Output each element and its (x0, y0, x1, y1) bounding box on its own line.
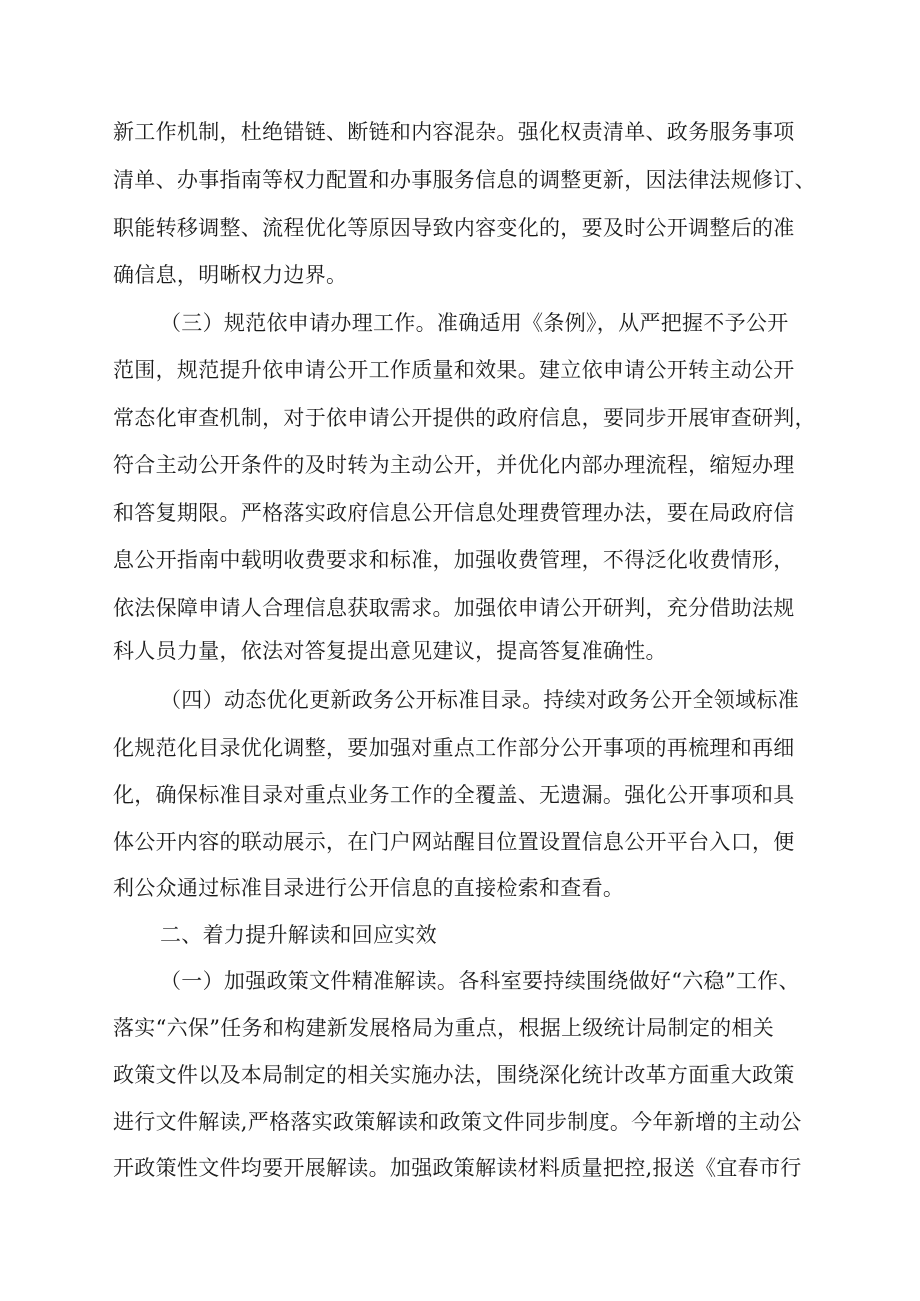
text-line: 范围，规范提升依申请公开工作质量和效果。建立依申请公开转主动公开 (113, 358, 795, 382)
text-line: 化，确保标准目录对重点业务工作的全覆盖、无遗漏。强化公开事项和具 (113, 783, 795, 807)
text-line: （三）规范依申请办理工作。准确适用《条例》，从严把握不予公开 (160, 311, 789, 335)
text-line: 清单、办事指南等权力配置和办事服务信息的调整更新，因法律法规修订、 (113, 168, 816, 192)
text-line: 依法保障申请人合理信息获取需求。加强依申请公开研判，充分借助法规 (113, 596, 795, 620)
text-line: 政策文件以及本局制定的相关实施办法，围绕深化统计改革方面重大政策 (113, 1063, 795, 1087)
text-line: 落实“六保”任务和构建新发展格局为重点，根据上级统计局制定的相关 (113, 1016, 775, 1040)
section-heading: 二、着力提升解读和回应实效 (160, 923, 437, 947)
text-line: 符合主动公开条件的及时转为主动公开，并优化内部办理流程，缩短办理 (113, 453, 795, 477)
text-line: 体公开内容的联动展示，在门户网站醒目位置设置信息公开平台入口，便 (113, 830, 795, 854)
text-line: 常态化审查机制，对于依申请公开提供的政府信息，要同步开展审查研判， (113, 406, 816, 430)
text-line: 和答复期限。严格落实政府信息公开信息处理费管理办法，要在局政府信 (113, 501, 795, 525)
text-line: 利公众通过标准目录进行公开信息的直接检索和查看。 (113, 876, 625, 900)
text-line: 开政策性文件均要开展解读。加强政策解读材料质量把控,报送《宜春市行 (113, 1156, 802, 1180)
text-line: 职能转移调整、流程优化等原因导致内容变化的，要及时公开调整后的准 (113, 216, 795, 240)
text-line: 进行文件解读,严格落实政策解读和政策文件同步制度。今年新增的主动公 (113, 1110, 802, 1134)
text-line: （四）动态优化更新政务公开标准目录。持续对政务公开全领域标准 (160, 688, 799, 712)
text-line: 息公开指南中载明收费要求和标准，加强收费管理，不得泛化收费情形， (113, 548, 795, 572)
text-line: 化规范化目录优化调整，要加强对重点工作部分公开事项的再梳理和再细 (113, 736, 795, 760)
text-line: 科人员力量，依法对答复提出意见建议，提高答复准确性。 (113, 639, 667, 663)
text-line: 确信息，明晰权力边界。 (113, 263, 348, 287)
text-line: （一）加强政策文件精准解读。各科室要持续围绕做好“六稳”工作、 (160, 969, 800, 993)
text-line: 新工作机制，杜绝错链、断链和内容混杂。强化权责清单、政务服务事项 (113, 120, 795, 144)
